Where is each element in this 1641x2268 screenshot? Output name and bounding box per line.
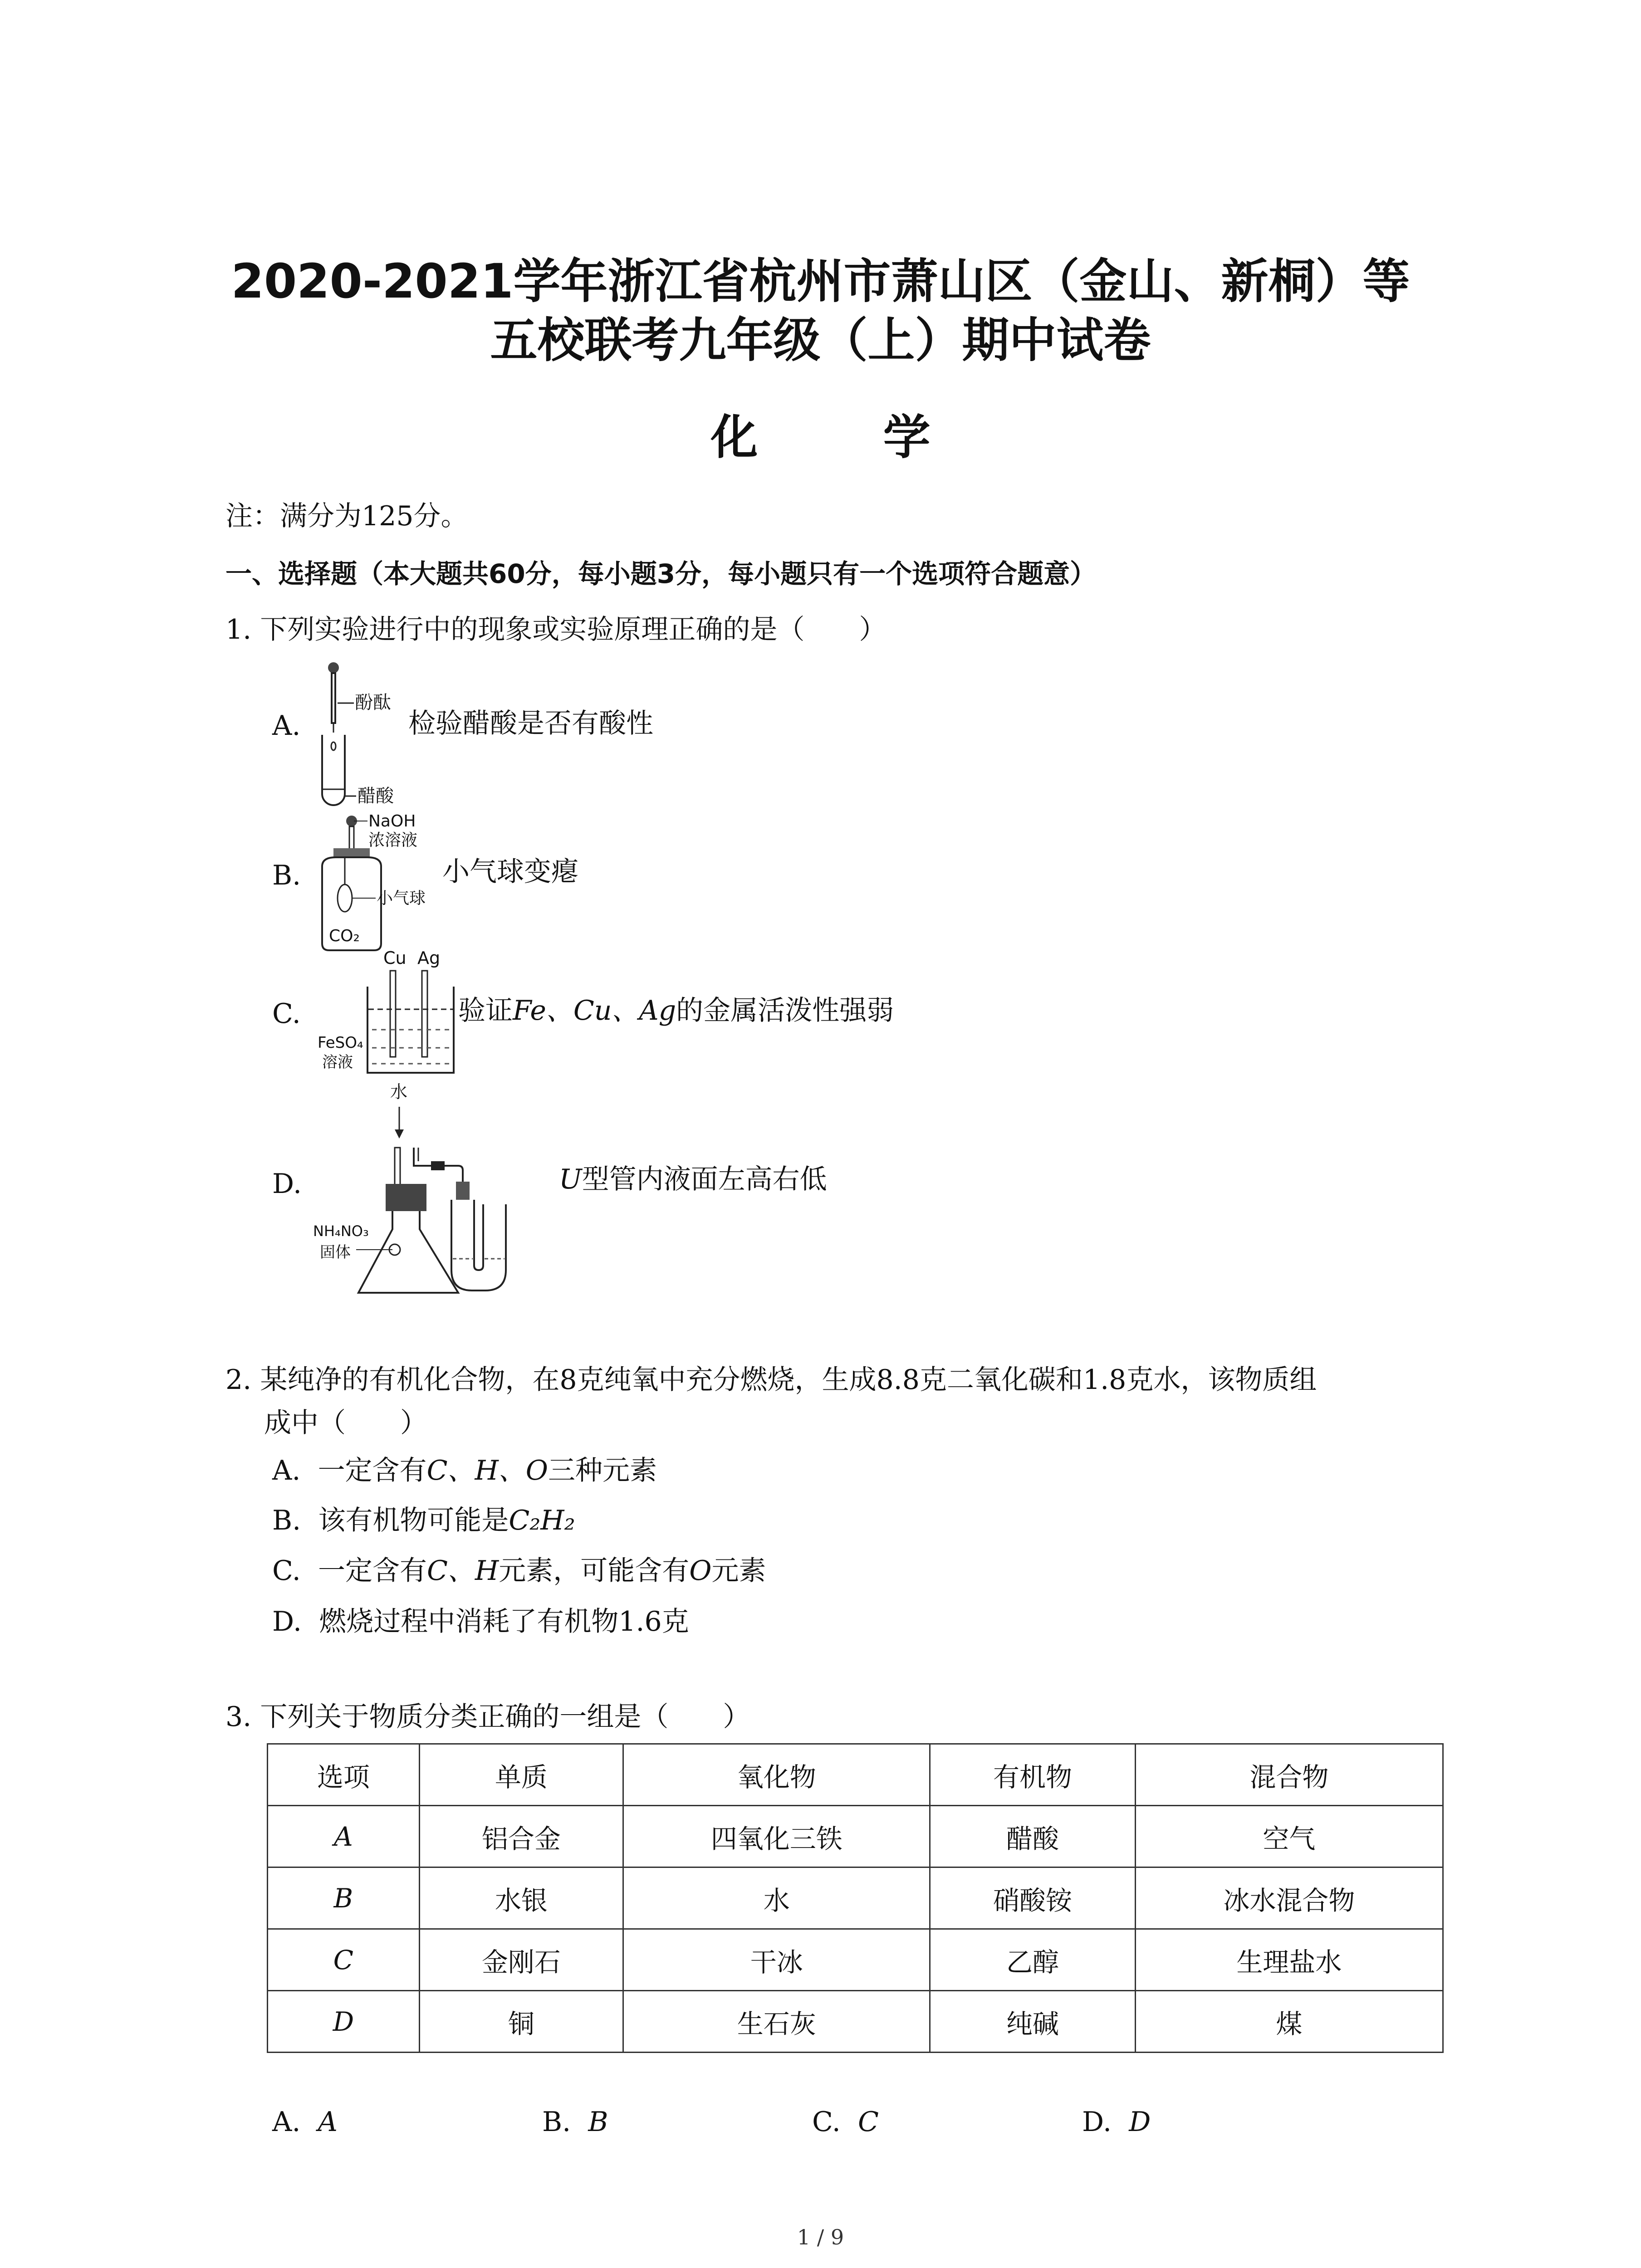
table-header-cell: 混合物	[1135, 1744, 1443, 1806]
q1-option-a-letter: A.	[272, 710, 301, 742]
q1-option-d-text: U型管内液面左高右低	[559, 1163, 827, 1195]
table-row	[268, 1806, 1443, 1867]
q3-answer-a: A. A	[272, 2106, 338, 2138]
page-number: 1 / 9	[797, 2225, 844, 2249]
label-cu: Cu	[383, 948, 407, 968]
q1-stem: 1. 下列实验进行中的现象或实验原理正确的是（ ）	[225, 614, 887, 645]
table-cell: 煤	[1135, 1991, 1443, 2053]
score-note: 注：满分为125分。	[225, 500, 468, 532]
section-heading: 一、选择题（本大题共60分，每小题3分，每小题只有一个选项符合题意）	[225, 558, 1097, 589]
table-cell-option: B	[268, 1867, 420, 1929]
q2-stem-line2: 成中（ ）	[264, 1407, 427, 1439]
table-header-cell: 选项	[268, 1744, 420, 1806]
table-header-cell: 单质	[419, 1744, 623, 1806]
q3-answer-d: D. D	[1082, 2106, 1151, 2138]
q3-answer-b: B. B	[542, 2106, 608, 2138]
table-cell: 冰水混合物	[1135, 1867, 1443, 1929]
q1-option-b-text: 小气球变瘪	[442, 856, 578, 888]
q1-option-c-letter: C.	[272, 998, 301, 1030]
table-cell: 干冰	[623, 1929, 930, 1991]
q1-option-b-letter: B.	[272, 860, 301, 891]
table-cell: 生理盐水	[1135, 1929, 1443, 1991]
table-cell: 硝酸铵	[930, 1867, 1135, 1929]
q1-figure-d-flask-u-tube	[313, 1080, 567, 1297]
label-solution: 溶液	[322, 1053, 353, 1071]
dropper-bulb-icon	[328, 662, 339, 673]
q2-option-d: D. 燃烧过程中消耗了有机物1.6克	[272, 1606, 689, 1637]
label-solid: 固体	[320, 1243, 351, 1261]
table-cell: 铝合金	[419, 1806, 623, 1867]
arrow-down-icon	[395, 1129, 404, 1139]
label-feso4: FeSO₄	[318, 1034, 363, 1052]
table-cell: 水	[623, 1867, 930, 1929]
table-cell-option: A	[268, 1806, 420, 1867]
table-cell: 乙醇	[930, 1929, 1135, 1991]
label-acetic-acid: 醋酸	[358, 786, 394, 807]
table-row	[268, 1929, 1443, 1991]
q1-figure-a-test-tube	[299, 653, 417, 816]
table-header-row	[268, 1744, 1443, 1806]
q2-stem-line1: 2. 某纯净的有机化合物，在8克纯氧中充分燃烧，生成8.8克二氧化碳和1.8克水，该物质组	[225, 1364, 1317, 1396]
table-cell: 四氧化三铁	[623, 1806, 930, 1867]
table-cell: 铜	[419, 1991, 623, 2053]
label-water: 水	[390, 1082, 408, 1102]
q1-option-c-text: 验证Fe、Cu、Ag的金属活泼性强弱	[458, 995, 894, 1026]
classification-table	[267, 1743, 1444, 2053]
label-ag: Ag	[417, 948, 441, 968]
label-small-balloon: 小气球	[377, 889, 426, 908]
subject-title: 化 学	[710, 410, 985, 465]
q1-figure-b-bottle	[309, 812, 454, 957]
label-nh4no3: NH₄NO₃	[313, 1222, 369, 1240]
table-cell: 生石灰	[623, 1991, 930, 2053]
table-cell-option: D	[268, 1991, 420, 2053]
q3-answer-c: C. C	[812, 2106, 879, 2138]
table-cell: 空气	[1135, 1806, 1443, 1867]
table-cell-option: C	[268, 1929, 420, 1991]
q2-option-c: C. 一定含有C、H元素，可能含有O元素	[272, 1555, 766, 1587]
table-row	[268, 1991, 1443, 2053]
table-header-cell: 氧化物	[623, 1744, 930, 1806]
label-phenolphthalein: 酚酞	[355, 692, 391, 713]
q1-option-a-text: 检验醋酸是否有酸性	[408, 708, 653, 739]
table-header-cell: 有机物	[930, 1744, 1135, 1806]
q2-option-a: A. 一定含有C、H、O三种元素	[272, 1455, 657, 1486]
label-concentrated-solution: 浓溶液	[368, 831, 418, 850]
table-cell: 金刚石	[419, 1929, 623, 1991]
q1-figure-c-beaker	[318, 946, 467, 1082]
q1-option-d-letter: D.	[272, 1168, 302, 1200]
exam-title-line2: 五校联考九年级（上）期中试卷	[490, 313, 1151, 368]
table-row	[268, 1867, 1443, 1929]
table-cell: 醋酸	[930, 1806, 1135, 1867]
q2-option-b: B. 该有机物可能是C₂H₂	[272, 1505, 575, 1536]
table-cell: 纯碱	[930, 1991, 1135, 2053]
label-co2: CO₂	[329, 927, 360, 945]
label-naoh: NaOH	[368, 812, 416, 831]
table-cell: 水银	[419, 1867, 623, 1929]
q3-stem: 3. 下列关于物质分类正确的一组是（ ）	[225, 1701, 750, 1733]
exam-title-line1: 2020-2021学年浙江省杭州市萧山区（金山、新桐）等	[231, 254, 1410, 309]
